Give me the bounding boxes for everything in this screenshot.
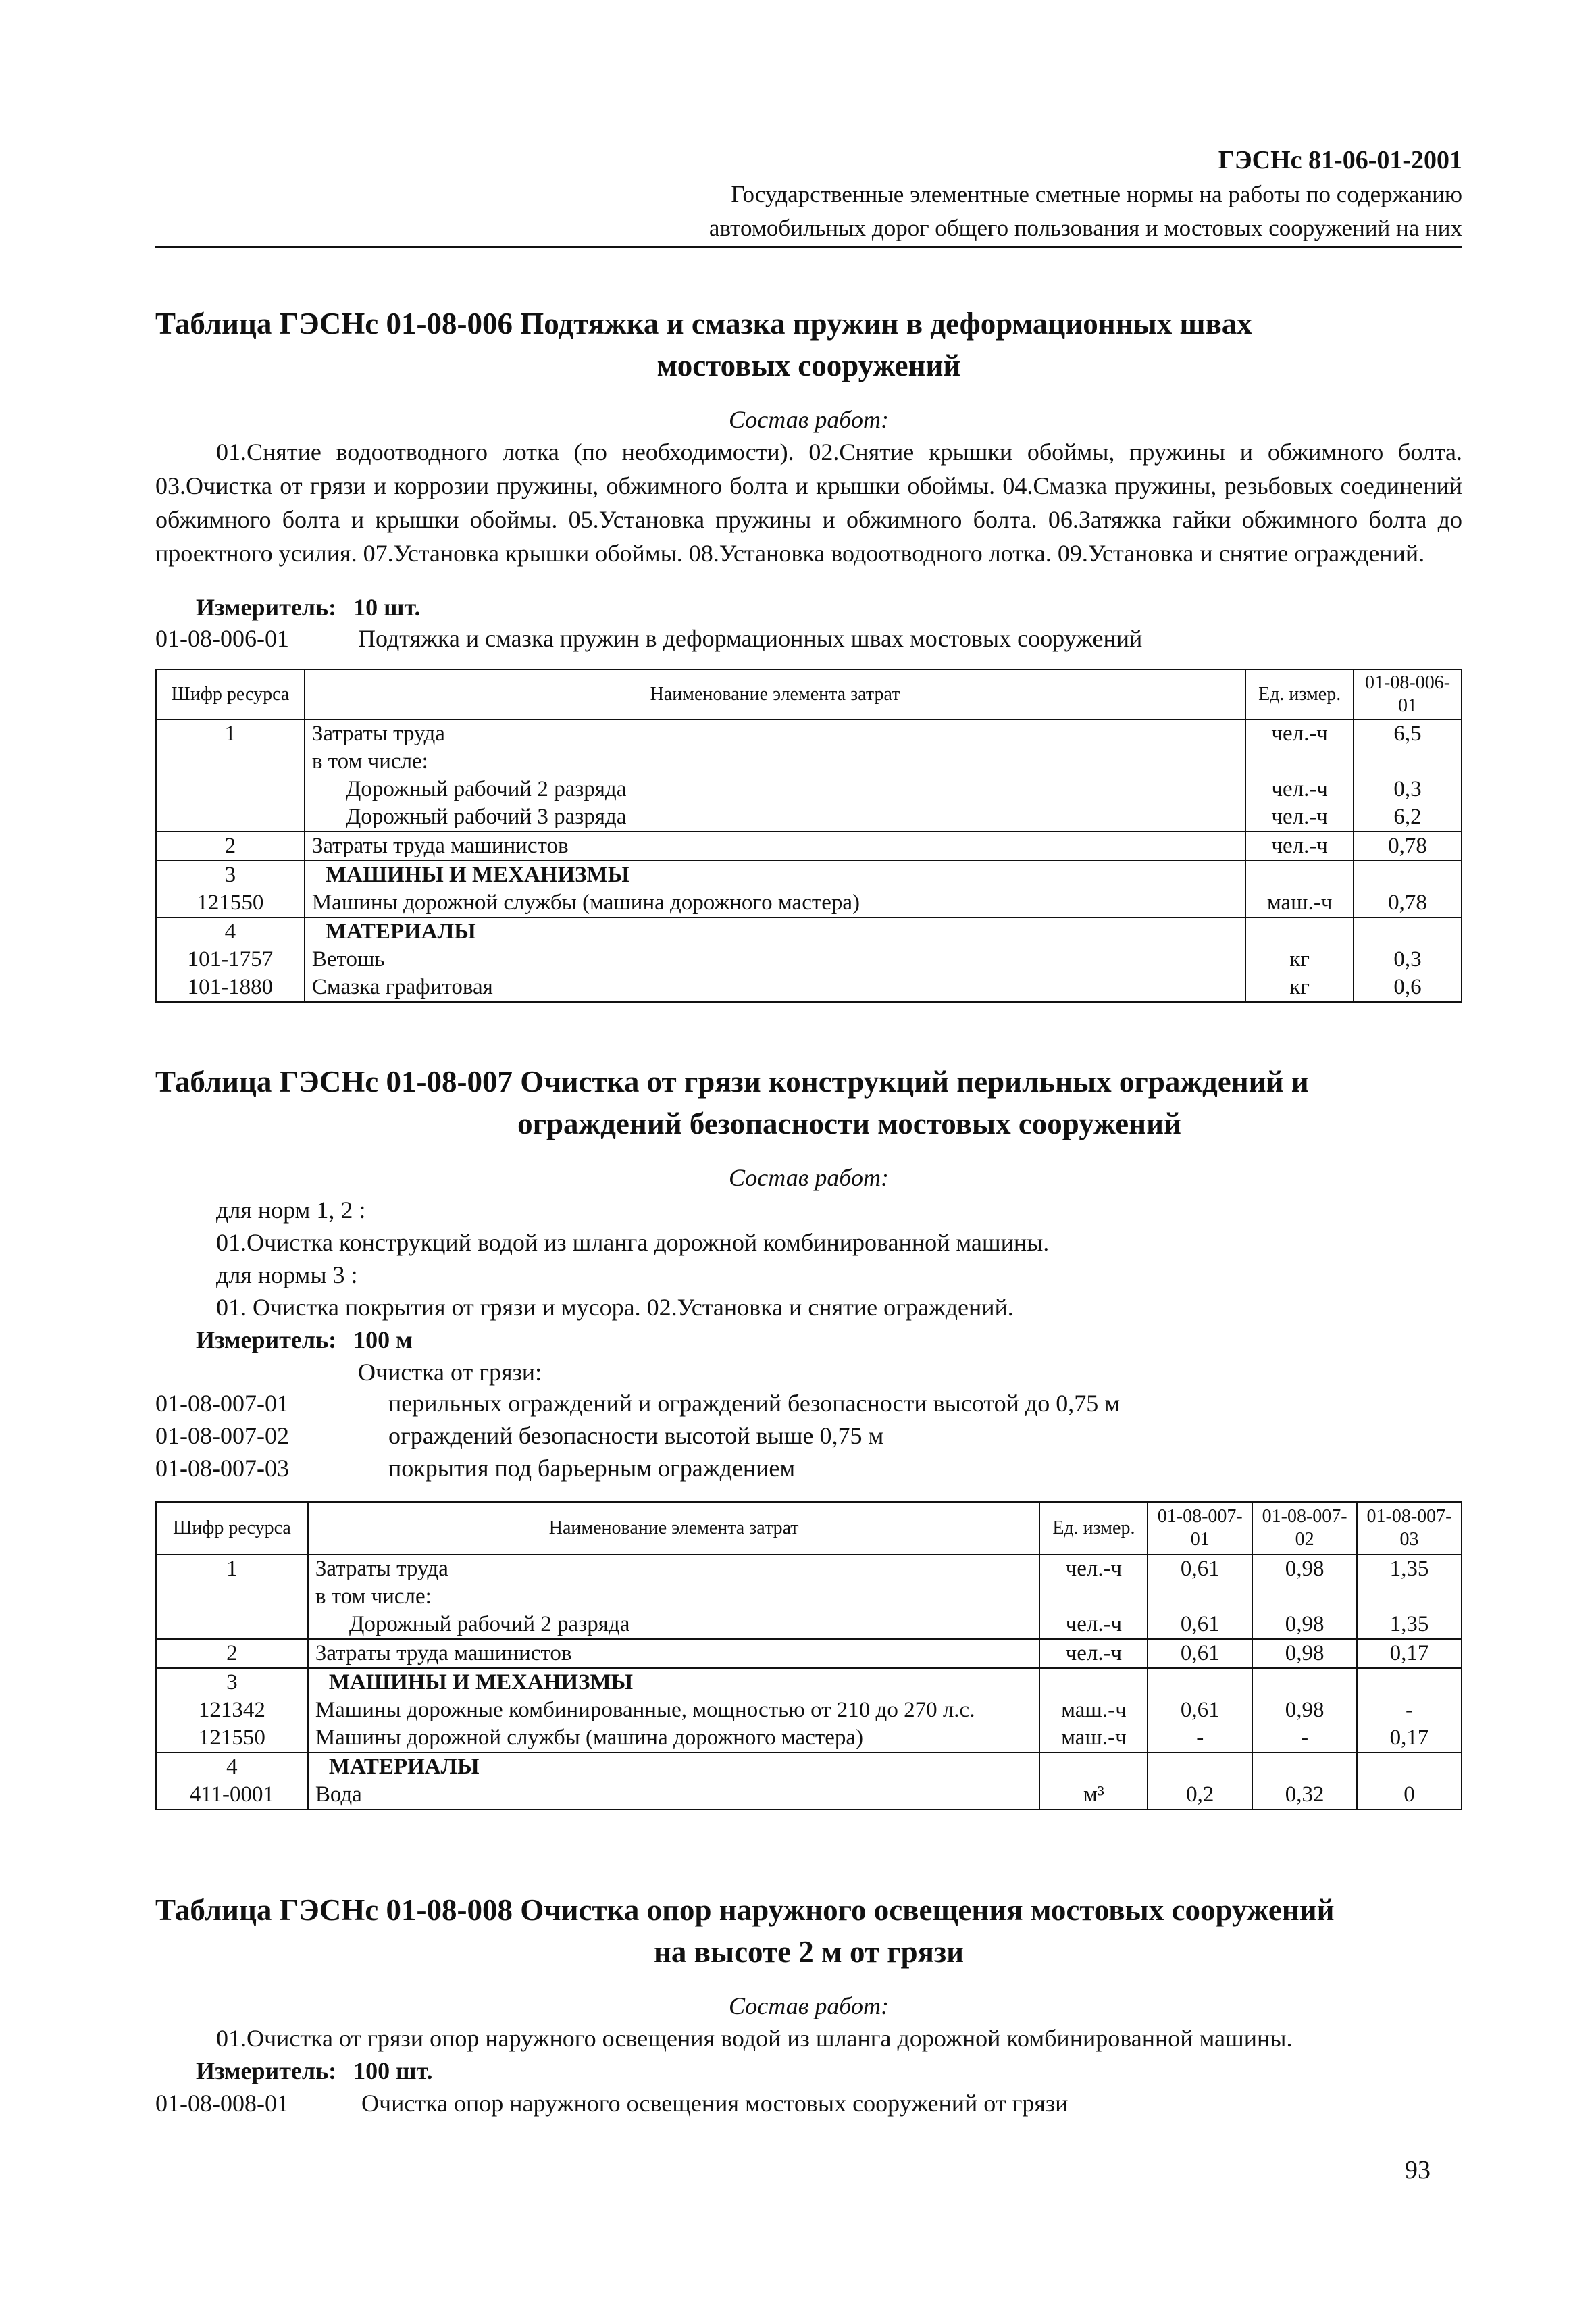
header-line-1: Государственные элементные сметные нормы на работы по содержанию bbox=[731, 181, 1462, 207]
table-007-work-1-2: 01.Очистка конструкций водой из шланга дорожной комбинированной машины. bbox=[216, 1229, 1050, 1256]
table-007-for-norm-3: для нормы 3 : bbox=[216, 1261, 358, 1288]
col-code-header: Шифр ресурса bbox=[156, 1502, 308, 1555]
table-row: 121550 Машины дорожной службы (машина дорожного мастера) маш.-ч 0,78 bbox=[156, 889, 1462, 917]
table-row: 101-1880 Смазка графитовая кг 0,6 bbox=[156, 974, 1462, 1002]
col-unit-header: Ед. измер. bbox=[1245, 670, 1354, 720]
table-007-group-label: Очистка от грязи: bbox=[358, 1359, 542, 1386]
table-header-row bbox=[156, 670, 1462, 720]
page-number: 93 bbox=[1405, 2156, 1431, 2184]
table-row: 1 Затраты труда чел.-ч 0,61 0,98 1,35 bbox=[156, 1555, 1462, 1583]
table-006-norm-code: 01-08-006-01 bbox=[155, 625, 289, 652]
norm-name: покрытия под барьерным ограждением bbox=[388, 1455, 796, 1482]
meter-label: Измеритель: bbox=[196, 594, 337, 621]
table-row: 2 Затраты труда машинистов чел.-ч 0,61 0,98 0,17 bbox=[156, 1639, 1462, 1668]
table-006-meter bbox=[196, 593, 420, 622]
table-006-title-line-1: Таблица ГЭСНс 01-08-006 Подтяжка и смазка пружин в деформационных швах bbox=[155, 307, 1252, 341]
table-007-title bbox=[155, 1061, 1462, 1145]
document-code: ГЭСНс 81-06-01-2001 bbox=[1218, 146, 1462, 174]
table-007-title-line-1: Таблица ГЭСНс 01-08-007 Очистка от грязи конструкций перильных ограждений и bbox=[155, 1065, 1309, 1099]
table-008-work-text: 01.Очистка от грязи опор наружного освещения водой из шланга дорожной комбинированной машины. bbox=[216, 2025, 1293, 2052]
table-row: Дорожный рабочий 3 разряда чел.-ч 6,2 bbox=[156, 803, 1462, 832]
table-008-norm-name: Очистка опор наружного освещения мостовых сооружений от грязи bbox=[361, 2090, 1069, 2117]
norm-name: ограждений безопасности высотой выше 0,75 м bbox=[388, 1422, 884, 1449]
table-008-title-line-1: Таблица ГЭСНс 01-08-008 Очистка опор наружного освещения мостовых сооружений bbox=[155, 1893, 1335, 1927]
table-006-work-label: Состав работ: bbox=[729, 406, 889, 433]
col-unit-header: Ед. измер. bbox=[1039, 1502, 1148, 1555]
col-name-header: Наименование элемента затрат bbox=[305, 670, 1245, 720]
table-006-norm-name: Подтяжка и смазка пружин в деформационных швах мостовых сооружений bbox=[358, 625, 1143, 652]
table-row: 4 МАТЕРИАЛЫ bbox=[156, 917, 1462, 946]
table-row: 121550 Машины дорожной службы (машина дорожного мастера) маш.-ч - - 0,17 bbox=[156, 1724, 1462, 1753]
col-code-header: Шифр ресурса bbox=[156, 670, 305, 720]
table-006-work-text: 01.Снятие водоотводного лотка (по необходимости). 02.Снятие крышки обоймы, пружины и обжимного болта. 03.Очистка от грязи и коррозии пружины, обжимного болта и крышки обоймы. 04.Смазка пружины, резьбовых соединений обжимного болта и крышки обоймы. 05.Установка пружины и обжимного болта. 06.Затяжка гайки обжимного болта до проектного усилия. 07.Установка крышки обоймы. 08.Установка водоотводного лотка. 09.Установка и снятие ограждений. bbox=[155, 438, 1462, 567]
table-007-grid bbox=[155, 1501, 1462, 1810]
table-row: 3 МАШИНЫ И МЕХАНИЗМЫ bbox=[156, 861, 1462, 889]
table-row: 411-0001 Вода м³ 0,2 0,32 0 bbox=[156, 1781, 1462, 1809]
table-008-norm-code: 01-08-008-01 bbox=[155, 2090, 289, 2117]
header-rule bbox=[155, 246, 1462, 248]
norm-code: 01-08-007-03 bbox=[155, 1455, 289, 1482]
table-007-for-norms-1-2: для норм 1, 2 : bbox=[216, 1197, 366, 1224]
table-row: 121342 Машины дорожные комбинированные, мощностью от 210 до 270 л.с. маш.-ч 0,61 0,98 - bbox=[156, 1696, 1462, 1724]
meter-value: 100 м bbox=[353, 1326, 413, 1353]
header-line-2: автомобильных дорог общего пользования и мостовых сооружений на них bbox=[709, 215, 1462, 241]
table-row: 1 Затраты труда чел.-ч 6,5 bbox=[156, 720, 1462, 748]
meter-value: 100 шт. bbox=[353, 2057, 433, 2084]
table-007-title-line-2: ограждений безопасности мостовых сооружений bbox=[517, 1107, 1181, 1140]
table-008-meter bbox=[196, 2057, 432, 2085]
table-006-grid bbox=[155, 669, 1462, 1003]
norm-code: 01-08-007-01 bbox=[155, 1390, 289, 1417]
col-name-header: Наименование элемента затрат bbox=[308, 1502, 1040, 1555]
table-006-title-line-2: мостовых сооружений bbox=[657, 349, 961, 382]
norm-name: перильных ограждений и ограждений безопасности высотой до 0,75 м bbox=[388, 1390, 1120, 1417]
table-008-title bbox=[155, 1889, 1462, 1973]
table-006-title bbox=[155, 303, 1462, 386]
meter-label: Измеритель: bbox=[196, 2057, 337, 2084]
table-row: Дорожный рабочий 2 разряда чел.-ч 0,3 bbox=[156, 776, 1462, 803]
table-row: Дорожный рабочий 2 разряда чел.-ч 0,61 0,98 1,35 bbox=[156, 1611, 1462, 1639]
table-007-meter bbox=[196, 1326, 413, 1354]
table-row: в том числе: bbox=[156, 748, 1462, 776]
table-008-work-label: Состав работ: bbox=[729, 1992, 889, 2019]
col-value-header: 01-08-007-01 bbox=[1148, 1502, 1252, 1555]
meter-value: 10 шт. bbox=[353, 594, 421, 621]
table-007-work-label: Состав работ: bbox=[729, 1164, 889, 1191]
table-row: 4 МАТЕРИАЛЫ bbox=[156, 1753, 1462, 1781]
table-header-row bbox=[156, 1502, 1462, 1555]
col-value-header: 01-08-007-02 bbox=[1252, 1502, 1357, 1555]
col-value-header: 01-08-007-03 bbox=[1357, 1502, 1462, 1555]
table-007-work-3: 01. Очистка покрытия от грязи и мусора. 02.Установка и снятие ограждений. bbox=[216, 1294, 1014, 1321]
meter-label: Измеритель: bbox=[196, 1326, 337, 1353]
table-row: 2 Затраты труда машинистов чел.-ч 0,78 bbox=[156, 832, 1462, 861]
table-008-title-line-2: на высоте 2 м от грязи bbox=[653, 1935, 964, 1969]
table-row: 101-1757 Ветошь кг 0,3 bbox=[156, 946, 1462, 974]
table-row: в том числе: bbox=[156, 1583, 1462, 1611]
col-value-header: 01-08-006-01 bbox=[1354, 670, 1462, 720]
norm-code: 01-08-007-02 bbox=[155, 1422, 289, 1449]
table-row: 3 МАШИНЫ И МЕХАНИЗМЫ bbox=[156, 1668, 1462, 1696]
